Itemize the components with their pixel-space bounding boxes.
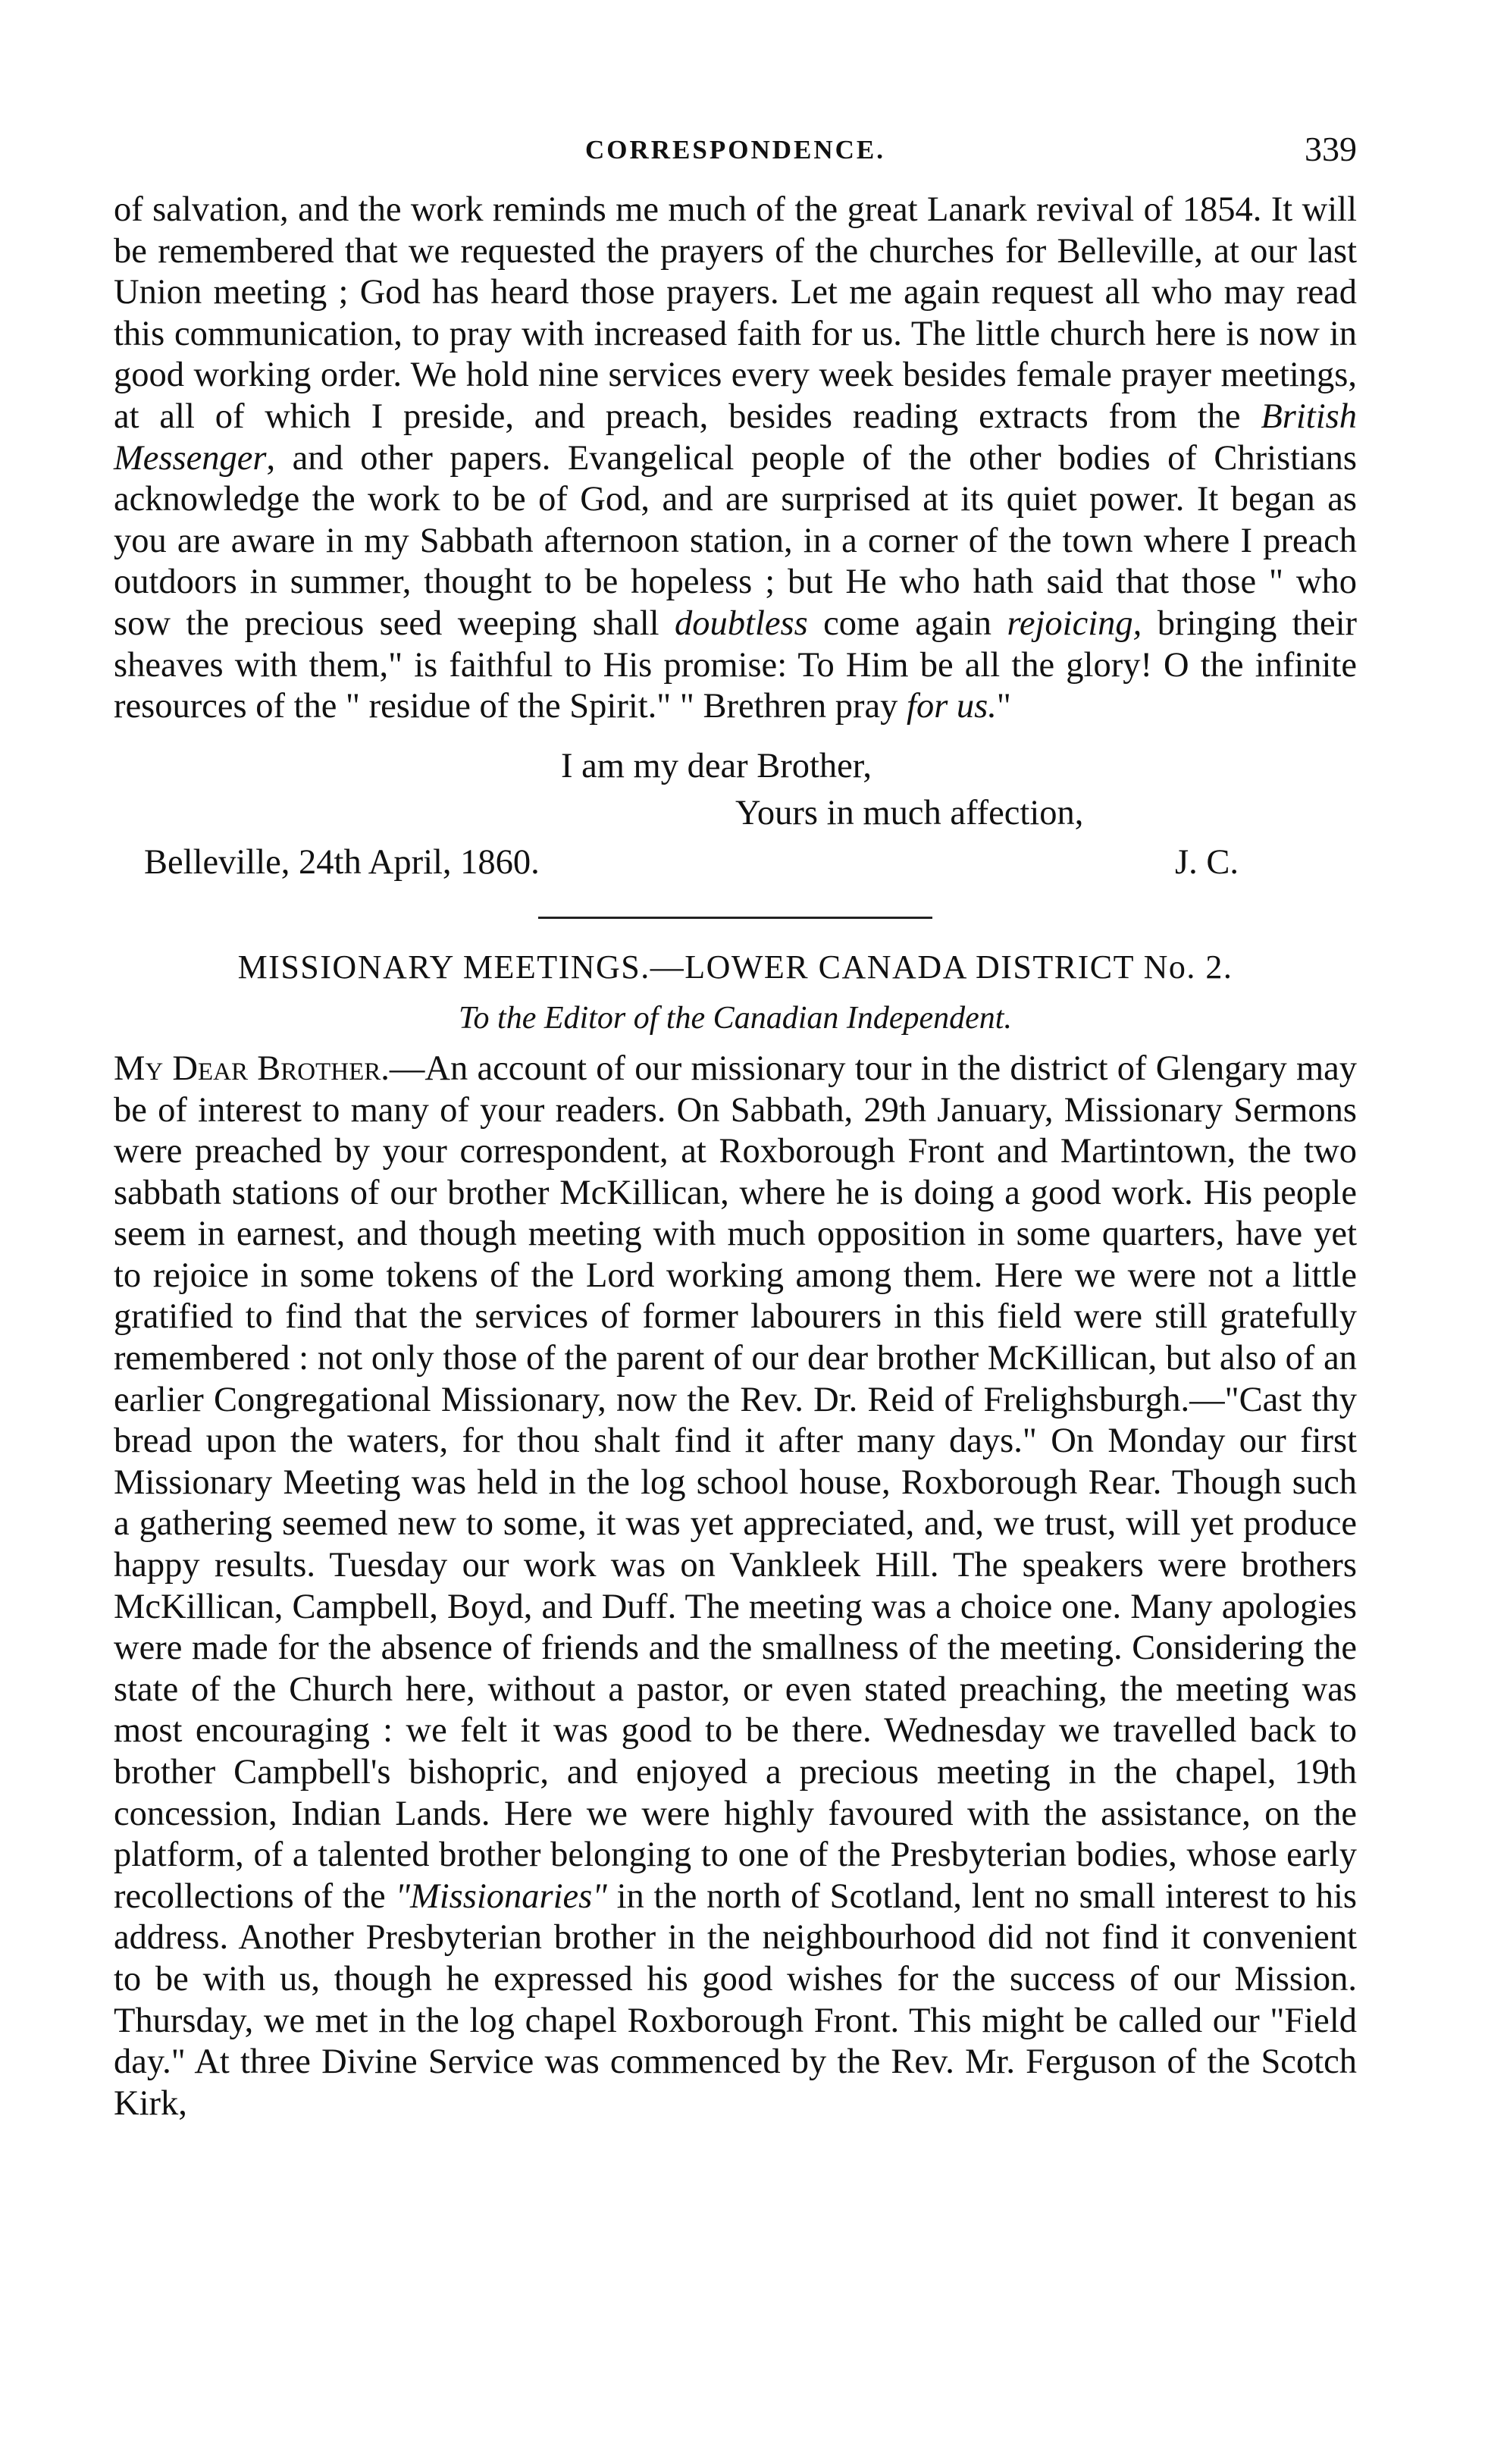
closing-line: I am my dear Brother, (561, 746, 872, 785)
letter-text: bringing their sheaves with them," is faithful to His promise: To Him be all the glory! O the infinite resources of the " residue of the Spirit." " Brethren pray (114, 603, 1357, 726)
italic-word: for us. (907, 687, 997, 726)
italic-word: rejoicing, (1007, 603, 1142, 643)
article-paragraph (114, 1049, 1357, 2124)
italic-word: "Missionaries" (395, 1876, 607, 1916)
dateline (114, 842, 1357, 888)
letter-text: of salvation, and the work reminds me much of the great Lanark revival of 1854. It will be remembered that we requested the prayers of the churches for Belleville, at our last Union meeting ; God has heard those prayers. Let me again request all who may read this communication, to pray with increased faith for us. The little church here is now in good working order. We hold nine services every week besides female prayer meetings, at all of which I preside, and preach, besides reading extracts from the (114, 190, 1357, 436)
article-text: —An account of our missionary tour in the district of Glengary may be of interest to many of your readers. On Sabbath, 29th January, Missionary Sermons were preached by your correspondent, at Roxborough Front and Martintown, the two sabbath stations of our brother McKillican, where he is doing a good work. His people seem in earnest, and though meeting with much opposition in some quarters, have yet to rejoice in some tokens of the Lord working among them. Here we were not a little gratified to find that the services of former labourers in this field were still gratefully remembered : not only those of the parent of our dear brother McKillican, but also of an earlier Congregational Missionary, now the Rev. Dr. Reid of Frelighsburgh.—"Cast thy bread upon the waters, for thou shalt find it after many days." On Monday our first Missionary Meeting was held in the log school house, Roxborough Rear. Though such a gathering seemed new to some, it was yet appreciated, and, we trust, will yet produce happy results. Tuesday our work was on Vankleek Hill. The speakers were brothers McKillican, Campbell, Boyd, and Duff. The meeting was a choice one. Many apologies were made for the absence of friends and the smallness of the meeting. Considering the state of the Church here, without a pastor, or even stated preaching, the meeting was most encouraging : we felt it was good to be there. Wednesday we travelled back to brother Campbell's bishopric, and enjoyed a precious meeting in the chapel, 19th concession, Indian Lands. Here we were highly favoured with the assistance, on the platform, of a talented brother belonging to one of the Presbyterian bodies, whose early recollections of the (114, 1049, 1357, 1916)
letter-text: come again (807, 603, 1007, 643)
section-divider (538, 917, 932, 919)
signature: J. C. (1175, 842, 1239, 882)
article-text: in the north of Scotland, lent no small interest to his address. Another Presbyterian brother in the neighbourhood did not find it convenient to be with us, though he expressed his good wishes for the success of our Mission. Thursday, we met in the log chapel Roxborough Front. This might be called our "Field day." At three Divine Service was commenced by the Rev. Mr. Ferguson of the Scotch Kirk, (114, 1876, 1357, 2123)
section-title: MISSIONARY MEETINGS.—LOWER CANADA DISTRICT No. 2. (237, 948, 1233, 986)
italic-publication-title: British Messenger (114, 397, 1357, 478)
running-head: CORRESPONDENCE. (584, 135, 885, 165)
letter-paragraph (114, 190, 1357, 728)
salutation: My Dear Brother. (114, 1049, 390, 1088)
page-number: 339 (1305, 130, 1357, 168)
body-text (114, 190, 1357, 2124)
letter-text: , and other papers. Evangelical people of the other bodies of Christians acknowledge the work to be of God, and are surprised at its quiet power. It began as you are aware in my Sabbath afternoon station, in a corner of the town where I preach outdoors in summer, thought to be hopeless ; but He who hath said that those " who sow the precious seed weeping shall (114, 438, 1357, 643)
letter-text: " (996, 687, 1011, 726)
section-subtitle: To the Editor of the Canadian Independent. (459, 1000, 1012, 1036)
italic-word: doubtless (675, 603, 808, 643)
page-header (114, 129, 1357, 174)
place-date: Belleville, 24th April, 1860. (144, 842, 540, 882)
closing-line: Yours in much affection, (735, 794, 1084, 833)
